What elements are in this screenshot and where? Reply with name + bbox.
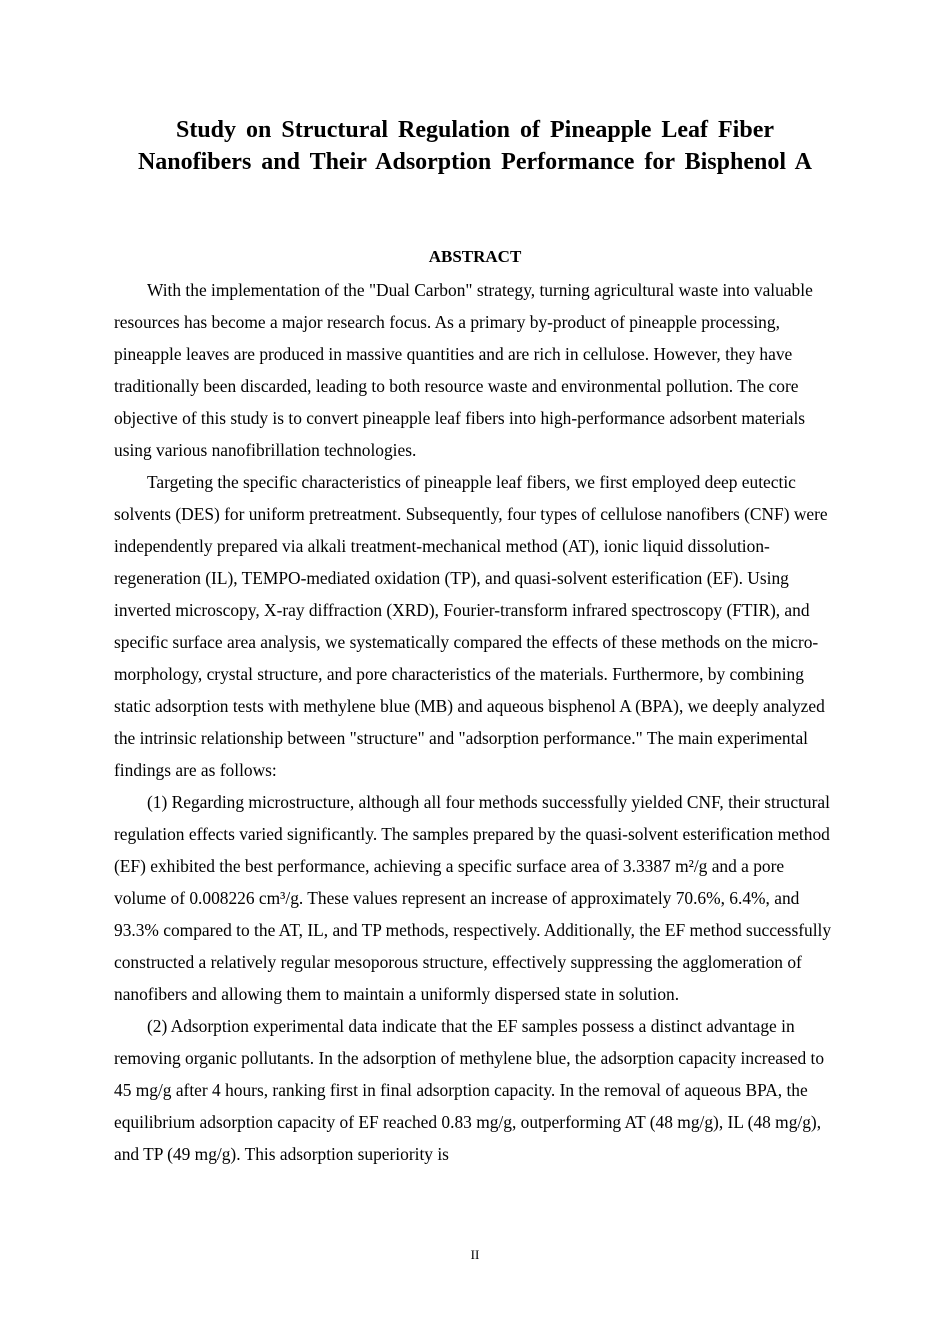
abstract-body <box>114 274 838 1170</box>
abstract-paragraph-4: (2) Adsorption experimental data indicate that the EF samples possess a distinct advantage in removing organic pollutants. In the adsorption of methylene blue, the adsorption capacity increased to 45 mg/g after 4 hours, ranking first in final adsorption capacity. In the removal of aqueous BPA, the equilibrium adsorption capacity of EF reached 0.83 mg/g, outperforming AT (48 mg/g), IL (48 mg/g), and TP (49 mg/g). This adsorption superiority is <box>114 1016 825 1164</box>
abstract-paragraph-1: With the implementation of the "Dual Carbon" strategy, turning agricultural waste into valuable resources has become a major research focus. As a primary by-product of pineapple processing, pineapple leaves are produced in massive quantities and are rich in cellulose. However, they have traditionally been discarded, leading to both resource waste and environmental pollution. The core objective of this study is to convert pineapple leaf fibers into high-performance adsorbent materials using various nanofibrillation technologies. <box>114 280 813 460</box>
abstract-paragraph-3: (1) Regarding microstructure, although all four methods successfully yielded CNF, their structural regulation effects varied significantly. The samples prepared by the quasi-solvent esterification method (EF) exhibited the best performance, achieving a specific surface area of 3.3387 m²/g and a pore volume of 0.008226 cm³/g. These values represent an increase of approximately 70.6%, 6.4%, and 93.3% compared to the AT, IL, and TP methods, respectively. Additionally, the EF method successfully constructed a relatively regular mesoporous structure, effectively suppressing the agglomeration of nanofibers and allowing them to maintain a uniformly dispersed state in solution. <box>114 792 832 1004</box>
abstract-paragraph-2: Targeting the specific characteristics of pineapple leaf fibers, we first employed deep eutectic solvents (DES) for uniform pretreatment. Subsequently, four types of cellulose nanofibers (CNF) were independently prepared via alkali treatment-mechanical method (AT), ionic liquid dissolution-regeneration (IL), TEMPO-mediated oxidation (TP), and quasi-solvent esterification (EF). Using inverted microscopy, X-ray diffraction (XRD), Fourier-transform infrared spectroscopy (FTIR), and specific surface area analysis, we systematically compared the effects of these methods on the micro-morphology, crystal structure, and pore characteristics of the materials. Furthermore, by combining static adsorption tests with methylene blue (MB) and aqueous bisphenol A (BPA), we deeply analyzed the intrinsic relationship between "structure" and "adsorption performance." The main experimental findings are as follows: <box>114 472 828 780</box>
page-number: II <box>470 1247 480 1262</box>
paper-title: Study on Structural Regulation of Pineapple Leaf Fiber Nanofibers and Their Adsorption Performance for Bisphenol A <box>137 117 813 175</box>
abstract-heading: ABSTRACT <box>428 247 522 266</box>
